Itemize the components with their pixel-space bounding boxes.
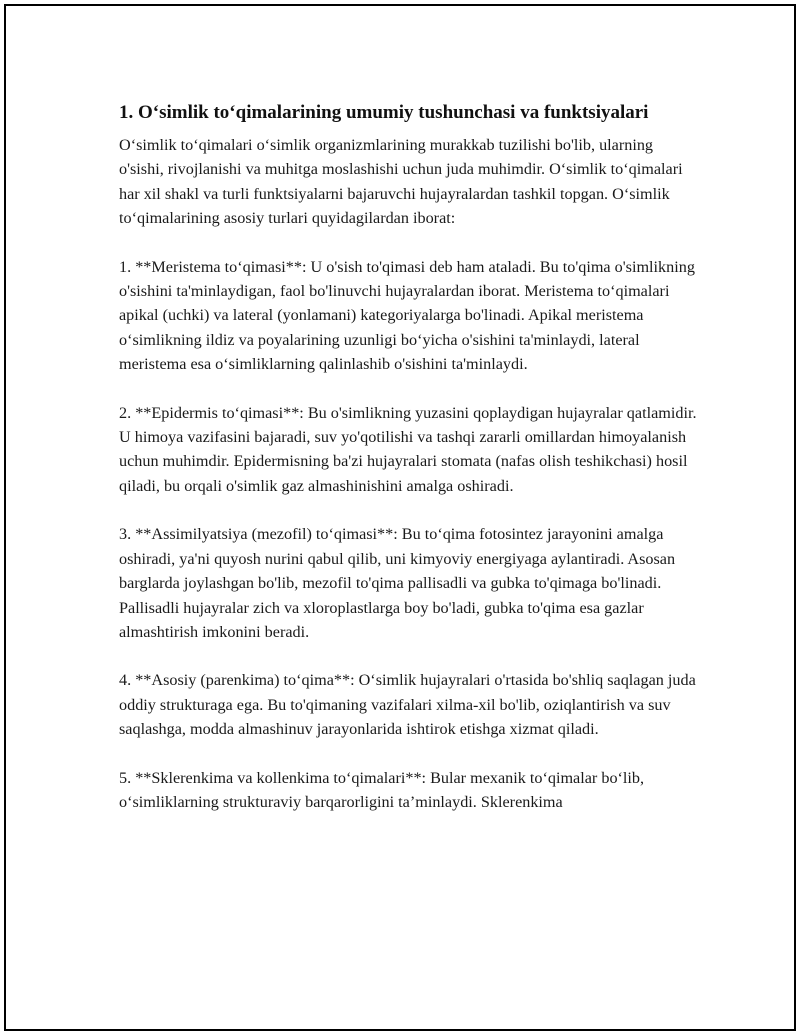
paragraph-sklerenkima: 5. **Sklerenkima va kollenkima to‘qimalari**: Bular mexanik to‘qimalar bo‘lib, o‘simliklarning strukturaviy barqarorligini ta’minlaydi. Sklerenkima (119, 768, 645, 811)
document-page (4, 4, 796, 1031)
intro-paragraph: O‘simlik to‘qimalari o‘simlik organizmlarining murakkab tuzilishi bo'lib, ularning o'sishi, rivojlanishi va muhitga moslashishi uchun juda muhimdir. O‘simlik to‘qimalari har xil shakl va turli funktsiyalarni bajaruvchi hujayralardan tashkil topgan. O‘simlik to‘qimalarining asosiy turlari quyidagilardan iborat: (119, 136, 683, 228)
paragraph-assimilyatsiya: 3. **Assimilyatsiya (mezofil) to‘qimasi**: Bu to‘qima fotosintez jarayonini amalga oshiradi, ya'ni quyosh nurini qabul qilib, uni kimyoviy energiyaga aylantiradi. Asosan barglarda joylashgan bo'lib, mezofil to'qima pallisadli va gubka to'qimaga bo'linadi. Pallisadli hujayralar zich va xloroplastlarga boy bo'ladi, gubka to'qima esa gazlar almashtirish imkonini beradi. (119, 525, 676, 641)
paragraph-epidermis: 2. **Epidermis to‘qimasi**: Bu o'simlikning yuzasini qoplaydigan hujayralar qatlamidir. U himoya vazifasini bajaradi, suv yo'qotilishi va tashqi zararli omillardan himoyalanish uchun muhimdir. Epidermisning ba'zi hujayralari stomata (nafas olish teshikchasi) hosil qiladi, bu orqali o'simlik gaz almashinishini amalga oshiradi. (119, 403, 697, 495)
paragraph-meristema: 1. **Meristema to‘qimasi**: U o'sish to'qimasi deb ham ataladi. Bu to'qima o'simlikning o'sishini ta'minlaydigan, faol bo'linuvchi hujayralardan iborat. Meristema to‘qimalari apikal (uchki) va lateral (yonlamani) kategoriyalarga bo'linadi. Apikal meristema o‘simlikning ildiz va poyalarining uzunligi bo‘yicha o'sishini ta'minlaydi, lateral meristema esa o‘simliklarning qalinlashib o'sishini ta'minlaydi. (119, 257, 695, 374)
document-content (119, 100, 699, 814)
section-title: 1. O‘simlik to‘qimalarining umumiy tushunchasi va funktsiyalari (119, 102, 649, 123)
paragraph-parenkima: 4. **Asosiy (parenkima) to‘qima**: O‘simlik hujayralari o'rtasida bo'shliq saqlagan juda oddiy strukturaga ega. Bu to'qimaning vazifalari xilma-xil bo'lib, oziqlantirish va suv saqlashga, modda almashinuv jarayonlarida ishtirok etishga xizmat qiladi. (119, 671, 696, 739)
